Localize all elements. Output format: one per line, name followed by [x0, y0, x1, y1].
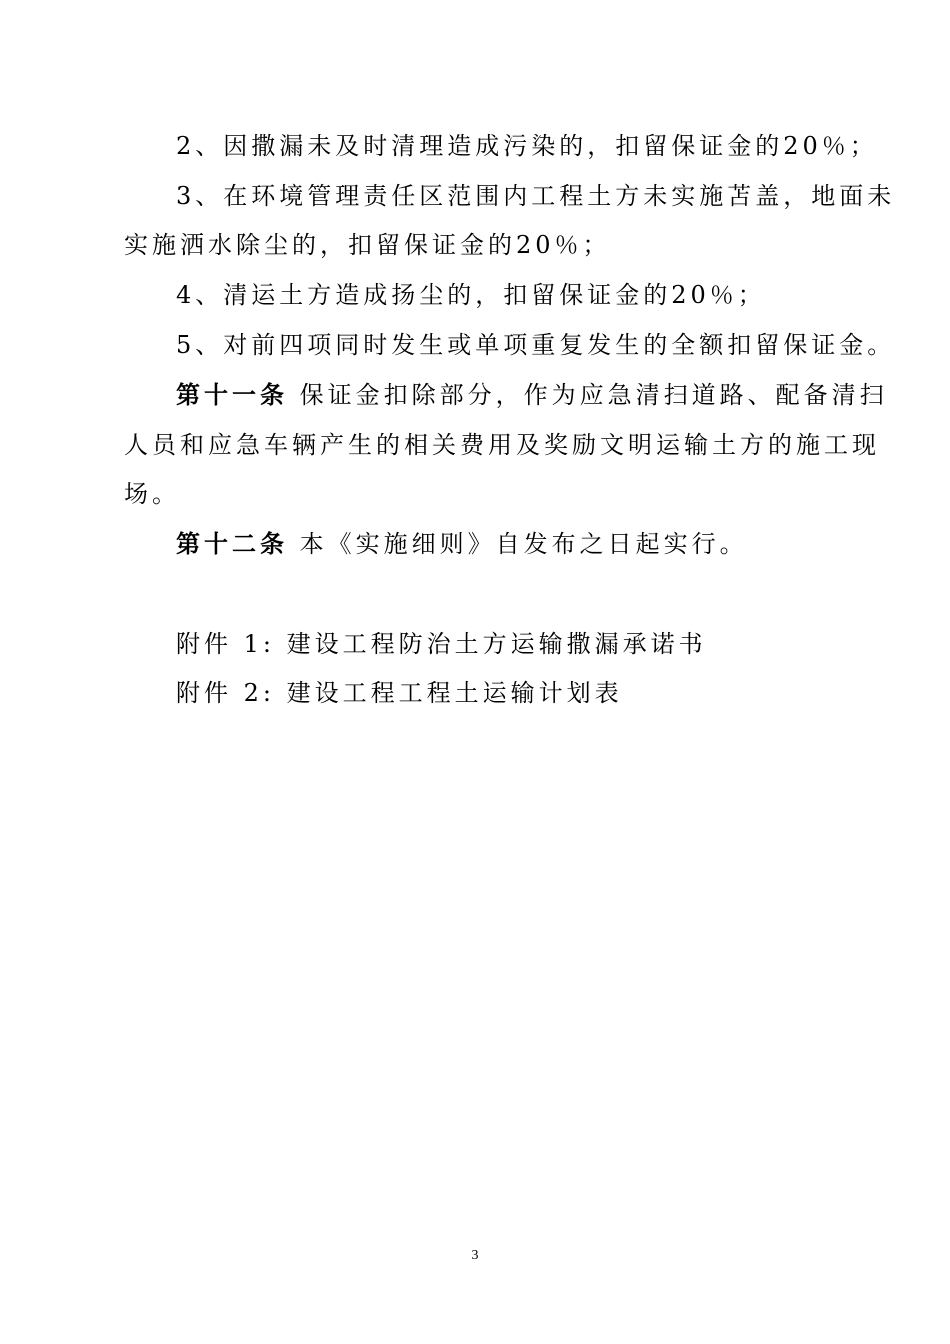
clause-2 — [0, 130, 950, 162]
article-11-text-3: 场。 — [124, 480, 180, 508]
article-11-line-1 — [0, 379, 950, 411]
article-12-text: 本《实施细则》自发布之日起实行。 — [299, 530, 748, 558]
attachment-2-label: 附件 2: — [176, 679, 275, 707]
attachment-1-title: 建设工程防治土方运输撒漏承诺书 — [286, 630, 707, 658]
clause-4-text: 4、清运土方造成扬尘的，扣留保证金的20％； — [176, 281, 766, 309]
clause-3-text-1: 3、在环境管理责任区范围内工程土方未实施苫盖，地面未 — [176, 182, 896, 210]
article-11-heading: 第十一条 — [176, 380, 288, 409]
article-11-text-2: 人员和应急车辆产生的相关费用及奖励文明运输土方的施工现 — [124, 431, 880, 459]
clause-4 — [0, 279, 950, 311]
clause-3-text-2: 实施洒水除尘的，扣留保证金的20％； — [124, 231, 611, 259]
attachment-2-title: 建设工程工程土运输计划表 — [286, 679, 623, 707]
clause-3-line-2 — [0, 229, 950, 261]
clause-2-text: 2、因撒漏未及时清理造成污染的，扣留保证金的20％； — [176, 132, 878, 160]
clause-5 — [0, 329, 950, 361]
article-11-line-2 — [0, 429, 950, 461]
attachment-1 — [0, 628, 950, 660]
page-number: 3 — [471, 1248, 479, 1263]
attachment-2 — [0, 677, 950, 709]
attachment-1-label: 附件 1: — [176, 630, 275, 658]
article-12-heading: 第十二条 — [176, 529, 288, 558]
article-11-line-3 — [0, 478, 950, 510]
article-11-text-1: 保证金扣除部分，作为应急清扫道路、配备清扫 — [299, 381, 888, 409]
clause-3-line-1 — [0, 180, 950, 212]
clause-5-text: 5、对前四项同时发生或单项重复发生的全额扣留保证金。 — [176, 331, 896, 359]
article-12 — [0, 528, 950, 560]
